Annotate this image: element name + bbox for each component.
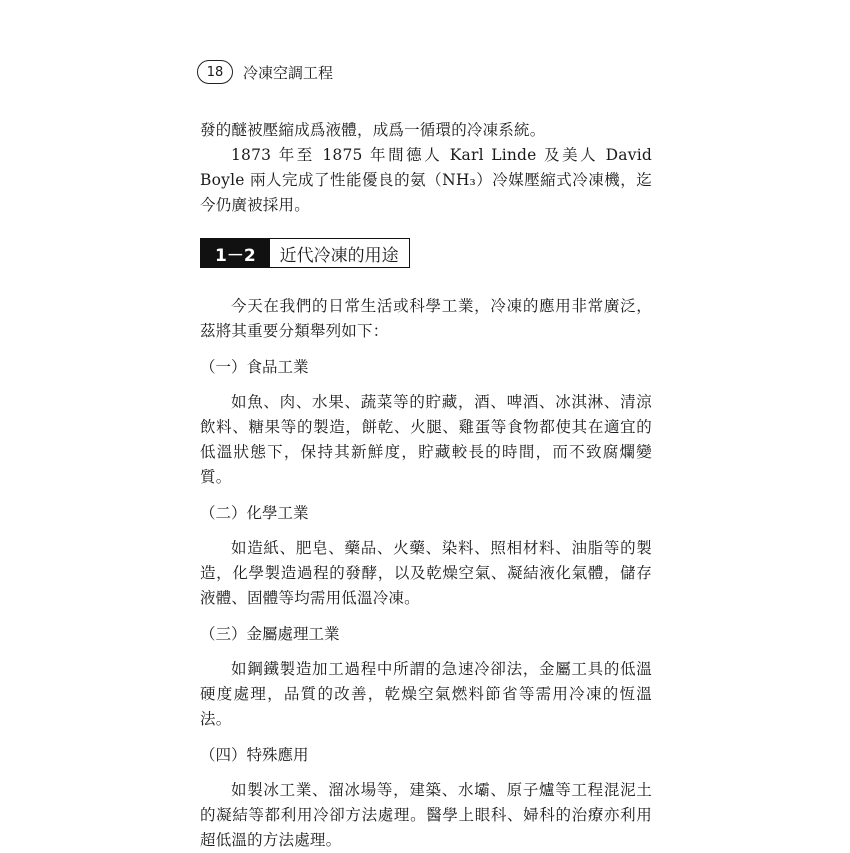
subsection-heading-food: （一）食品工業 xyxy=(200,358,309,376)
subsection-heading-special: （四）特殊應用 xyxy=(200,746,309,764)
subsection-heading-metal: （三）金屬處理工業 xyxy=(200,625,340,643)
page-content xyxy=(200,118,652,853)
section-heading xyxy=(200,238,410,268)
page-number: 18 xyxy=(197,60,233,84)
book-title: 冷凍空調工程 xyxy=(243,63,334,82)
section-intro-paragraph: 今天在我們的日常生活或科學工業，冷凍的應用非常廣泛，茲將其重要分類舉列如下： xyxy=(200,297,652,340)
subsection-body-food: 如魚、肉、水果、蔬菜等的貯藏，酒、啤酒、冰淇淋、清涼飲料、糖果等的製造，餅乾、火腿、雞蛋等食物都使其在適宜的低溫狀態下，保持其新鮮度，貯藏較長的時間，而不致腐爛變質。 xyxy=(200,393,652,486)
subsection-heading-chemical: （二）化學工業 xyxy=(200,504,309,522)
page-header xyxy=(197,60,333,84)
section-number: 1－2 xyxy=(201,239,270,267)
subsection-body-special: 如製冰工業、溜冰場等，建築、水壩、原子爐等工程混泥土的凝結等都利用冷卻方法處理。醫學上眼科、婦科的治療亦利用超低溫的方法處理。 xyxy=(200,781,652,849)
intro-paragraph-2: 1873 年至 1875 年間德人 Karl Linde 及美人 David Boyle 兩人完成了性能優良的氨（NH₃）冷媒壓縮式冷凍機，迄今仍廣被採用。 xyxy=(200,146,652,214)
subsection-body-chemical: 如造紙、肥皂、藥品、火藥、染料、照相材料、油脂等的製造，化學製造過程的發酵，以及乾燥空氣、凝結液化氣體，儲存液體、固體等均需用低溫冷凍。 xyxy=(200,539,652,607)
intro-paragraph-1: 發的醚被壓縮成爲液體，成爲一循環的冷凍系統。 xyxy=(200,121,546,139)
subsection-body-metal: 如鋼鐵製造加工過程中所謂的急速冷卻法，金屬工具的低溫硬度處理，品質的改善，乾燥空氣燃料節省等需用冷凍的恆溫法。 xyxy=(200,660,652,728)
section-title: 近代冷凍的用途 xyxy=(279,245,399,266)
